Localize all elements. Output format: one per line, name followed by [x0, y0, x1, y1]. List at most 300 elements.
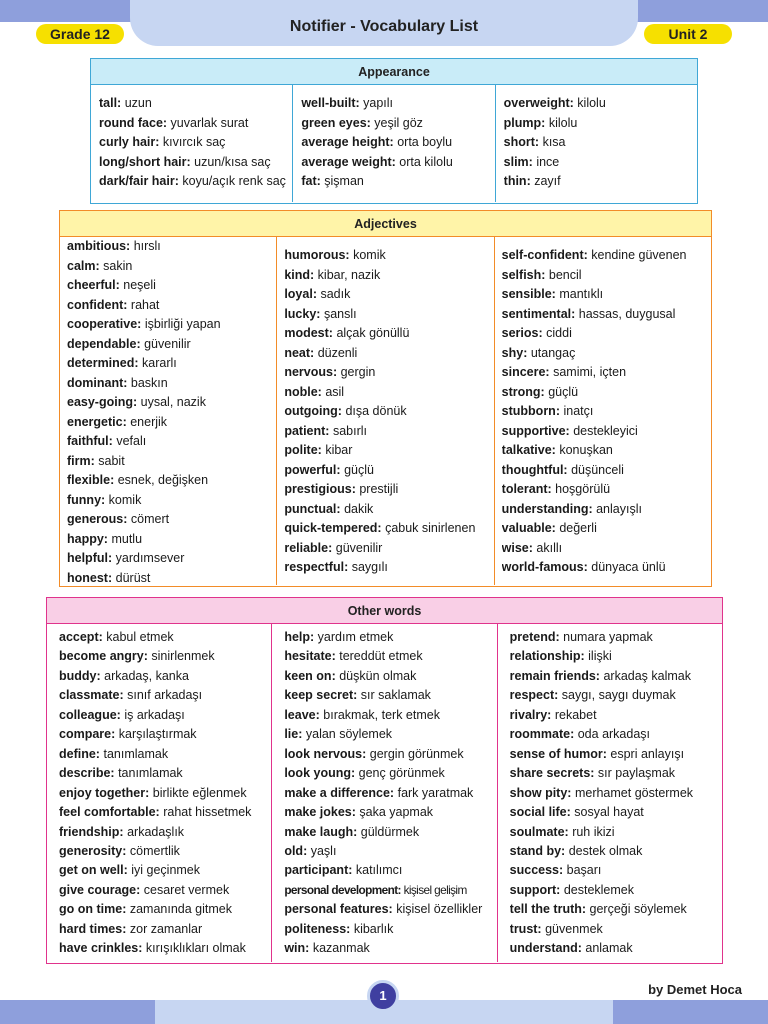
vocab-meaning: karşılaştırmak [118, 727, 197, 742]
vocab-term: shy: [501, 345, 528, 360]
vocab-meaning: kibarlık [353, 921, 394, 936]
vocab-entry [67, 374, 276, 394]
vocab-term: overweight: [503, 96, 574, 110]
vocab-term: prestigious: [284, 482, 356, 496]
vocab-entry [301, 114, 494, 134]
vocab-entry [59, 939, 271, 958]
vocab-meaning: çabuk sinirlenen [385, 521, 476, 535]
vocab-term: rivalry: [509, 707, 552, 722]
vocab-meaning: genç görünmek [358, 766, 445, 781]
vocab-meaning: tanımlamak [118, 766, 183, 781]
vocab-meaning: sabırlı [332, 423, 367, 438]
vocab-meaning: şanslı [323, 306, 357, 321]
vocab-entry [510, 823, 722, 842]
section-body [91, 85, 697, 202]
vocab-meaning: sadık [320, 287, 351, 301]
vocab-meaning: kısa [542, 135, 566, 150]
vocab-meaning: katılımcı [355, 863, 403, 878]
vocab-term: lie: [284, 727, 303, 742]
vocab-entry [502, 344, 711, 364]
section-title: Other words [47, 598, 722, 624]
vocab-entry [510, 939, 722, 958]
vocab-meaning: zamanında gitmek [129, 902, 232, 917]
vocab-entry [59, 842, 271, 861]
vocab-meaning: yardım etmek [317, 630, 394, 644]
vocab-term: help: [284, 630, 315, 644]
vocab-entry [59, 900, 271, 919]
vocab-term: well-built: [301, 96, 360, 110]
vocab-meaning: kibar, nazik [317, 267, 381, 282]
vocab-meaning: kendine güvenen [591, 248, 687, 262]
vocab-term: make a difference: [284, 785, 395, 800]
vocab-term: modest: [284, 326, 333, 340]
vocab-entry [59, 628, 271, 647]
vocab-meaning: tereddüt etmek [339, 649, 423, 664]
vocab-entry [284, 519, 493, 539]
vocab-meaning: iyi geçinmek [131, 863, 201, 878]
vocab-column [60, 237, 276, 585]
vocab-meaning: inatçı [563, 404, 594, 418]
vocab-column [91, 85, 292, 202]
vocab-term: soulmate: [509, 824, 569, 839]
vocab-meaning: sınıf arkadaşı [127, 688, 203, 703]
vocab-entry [504, 114, 697, 134]
vocab-meaning: zor zamanlar [129, 921, 203, 936]
vocab-meaning: güçlü [344, 462, 374, 477]
other-words-section [46, 597, 723, 964]
vocab-meaning: merhamet göstermek [574, 785, 694, 800]
vocab-entry [502, 383, 711, 403]
vocab-meaning: ciddi [546, 326, 572, 340]
vocab-entry [67, 257, 276, 277]
vocab-term: colleague: [59, 707, 121, 722]
vocab-meaning: hoşgörülü [555, 482, 611, 496]
vocab-entry [502, 500, 711, 520]
vocab-entry [67, 237, 276, 257]
vocab-entry [67, 413, 276, 433]
vocab-entry [284, 920, 496, 939]
vocab-term: easy-going: [67, 395, 138, 409]
vocab-term: stubborn: [501, 404, 560, 418]
vocab-entry [502, 519, 711, 539]
vocab-meaning: utangaç [530, 345, 576, 360]
vocab-meaning: kişisel özellikler [396, 902, 483, 917]
vocab-entry [67, 354, 276, 374]
vocab-meaning: enerjik [130, 414, 168, 429]
vocab-meaning: sır paylaşmak [597, 766, 676, 781]
vocab-meaning: kararlı [142, 356, 177, 370]
vocab-term: stand by: [509, 843, 566, 858]
vocab-term: sincere: [501, 365, 550, 379]
vocab-meaning: mutlu [111, 531, 143, 546]
vocab-term: valuable: [501, 521, 556, 535]
vocab-entry [59, 647, 271, 666]
vocab-entry [284, 324, 493, 344]
vocab-term: cooperative: [67, 317, 142, 331]
vocab-meaning: sabit [98, 453, 125, 468]
vocab-meaning: vefalı [116, 434, 147, 448]
vocab-term: noble: [284, 384, 322, 399]
vocab-column [271, 624, 496, 962]
vocab-term: dependable: [67, 336, 141, 351]
vocab-term: determined: [67, 356, 139, 370]
vocab-term: slim: [503, 154, 533, 169]
vocab-entry [504, 133, 697, 153]
vocab-term: friendship: [59, 824, 124, 839]
vocab-term: generosity: [59, 843, 127, 858]
vocab-term: helpful: [67, 551, 113, 565]
vocab-term: selfish: [501, 267, 546, 282]
vocab-entry [59, 803, 271, 822]
vocab-meaning: dakik [344, 501, 374, 516]
vocab-term: wise: [501, 540, 533, 555]
vocab-term: compare: [59, 727, 116, 742]
vocab-entry [59, 667, 271, 686]
vocab-column [495, 85, 697, 202]
vocab-entry [301, 153, 494, 173]
vocab-meaning: düzenli [317, 345, 358, 360]
vocab-entry [510, 784, 722, 803]
vocab-term: outgoing: [284, 404, 342, 418]
vocab-term: green eyes: [301, 115, 371, 130]
vocab-meaning: birlikte eğlenmek [152, 785, 247, 800]
vocab-entry [59, 686, 271, 705]
vocab-term: feel comfortable: [59, 805, 160, 820]
vocab-term: energetic: [67, 414, 127, 429]
vocab-entry [99, 172, 292, 192]
vocab-term: sense of humor: [509, 746, 607, 761]
vocab-term: show pity: [509, 785, 572, 800]
page-number-badge: 1 [367, 980, 399, 1012]
vocab-term: define: [59, 746, 100, 761]
vocab-meaning: güvenmek [545, 921, 603, 936]
vocab-meaning: prestijli [359, 482, 399, 496]
vocab-term: thin: [503, 174, 531, 189]
vocab-entry [510, 686, 722, 705]
vocab-entry [67, 491, 276, 511]
vocab-meaning: güvenilir [144, 336, 191, 351]
vocab-meaning: desteklemek [563, 882, 635, 897]
vocab-term: roommate: [509, 727, 575, 742]
vocab-entry [284, 725, 496, 744]
vocab-term: give courage: [59, 882, 141, 897]
vocab-entry [510, 706, 722, 725]
vocab-term: tell the truth: [509, 902, 587, 917]
vocab-entry [284, 823, 496, 842]
vocab-meaning: cömert [130, 512, 170, 526]
vocab-term: dominant: [67, 375, 128, 390]
vocab-entry [510, 764, 722, 783]
vocab-meaning: şaka yapmak [359, 805, 434, 820]
vocab-term: funny: [67, 492, 106, 507]
grade-badge: Grade 12 [36, 24, 124, 44]
vocab-entry [284, 803, 496, 822]
vocab-term: cheerful: [67, 278, 120, 292]
vocab-entry [284, 881, 496, 900]
vocab-entry [67, 335, 276, 355]
vocab-term: tolerant: [501, 482, 552, 496]
adjectives-section [59, 210, 712, 587]
vocab-term: firm: [67, 453, 95, 468]
vocab-term: look nervous: [284, 746, 367, 761]
vocab-term: tall: [99, 96, 122, 110]
vocab-entry [502, 246, 711, 266]
vocab-term: supportive: [501, 423, 570, 438]
vocab-entry [510, 745, 722, 764]
vocab-meaning: komik [353, 248, 386, 262]
vocab-entry [67, 315, 276, 335]
vocab-entry [59, 764, 271, 783]
vocab-term: support: [509, 882, 561, 897]
vocab-entry [284, 686, 496, 705]
vocab-entry [99, 94, 292, 114]
vocab-meaning: güçlü [548, 384, 579, 399]
vocab-entry [284, 745, 496, 764]
vocab-entry [510, 725, 722, 744]
vocab-meaning: anlamak [585, 941, 633, 956]
vocab-meaning: düşkün olmak [339, 668, 417, 683]
vocab-meaning: rekabet [554, 707, 597, 722]
vocab-meaning: dışa dönük [345, 404, 407, 418]
vocab-column [494, 237, 711, 585]
vocab-term: understand: [509, 941, 582, 956]
vocab-entry [284, 383, 493, 403]
vocab-entry [284, 344, 493, 364]
vocab-term: fat: [301, 174, 321, 189]
vocab-term: social life: [509, 805, 571, 820]
vocab-entry [284, 500, 493, 520]
page-title: Notifier - Vocabulary List [289, 18, 479, 35]
vocab-meaning: kişisel gelişim [403, 882, 467, 897]
vocab-entry [504, 94, 697, 114]
vocab-meaning: kıvırcık saç [162, 135, 226, 150]
vocab-meaning: başarı [566, 863, 602, 878]
vocab-entry [284, 402, 493, 422]
vocab-entry [510, 803, 722, 822]
vocab-entry [502, 402, 711, 422]
appearance-section [90, 58, 698, 204]
vocab-meaning: saygılı [351, 560, 388, 574]
vocab-entry [99, 114, 292, 134]
vocab-entry [510, 900, 722, 919]
vocab-meaning: kırışıklıkları olmak [145, 941, 246, 956]
vocab-meaning: kilolu [577, 96, 606, 110]
vocab-entry [284, 842, 496, 861]
vocab-term: respect: [509, 688, 559, 703]
vocab-column [47, 624, 271, 962]
vocab-term: polite: [284, 443, 322, 457]
vocab-meaning: cesaret vermek [143, 882, 230, 897]
vocab-entry [284, 363, 493, 383]
vocab-column [497, 624, 722, 962]
vocab-entry [59, 823, 271, 842]
vocab-meaning: akıllı [536, 540, 563, 555]
vocab-entry [284, 706, 496, 725]
vocab-entry [284, 441, 493, 461]
vocab-entry [284, 647, 496, 666]
author-byline: by Demet Hoca [648, 982, 742, 997]
vocab-entry [284, 422, 493, 442]
vocab-term: ambitious: [67, 239, 131, 253]
vocab-meaning: yapılı [363, 96, 394, 110]
vocab-meaning: destek olmak [568, 843, 643, 858]
section-body [47, 624, 722, 962]
vocab-entry [510, 667, 722, 686]
vocab-entry [502, 480, 711, 500]
vocab-meaning: kabul etmek [106, 630, 174, 644]
vocab-meaning: yeşil göz [374, 115, 423, 130]
vocab-meaning: rahat hissetmek [163, 805, 252, 820]
vocab-meaning: uzun [124, 96, 152, 110]
vocab-term: talkative: [501, 443, 556, 457]
vocab-entry [284, 861, 496, 880]
vocab-term: success: [509, 863, 564, 878]
vocab-meaning: oda arkadaşı [577, 727, 651, 742]
vocab-meaning: uysal, nazik [140, 395, 206, 409]
vocab-column [276, 237, 493, 585]
vocab-entry [504, 153, 697, 173]
vocab-meaning: uzun/kısa saç [194, 154, 271, 169]
vocab-meaning: güldürmek [360, 824, 420, 839]
vocab-meaning: sosyal hayat [574, 805, 644, 820]
vocab-term: world-famous: [501, 560, 588, 574]
vocab-term: curly hair: [99, 135, 160, 150]
vocab-entry [67, 452, 276, 472]
vocab-meaning: sinirlenmek [151, 649, 215, 664]
vocab-term: lucky: [284, 306, 321, 321]
vocab-meaning: ince [536, 154, 560, 169]
vocab-term: personal features: [284, 902, 393, 917]
vocab-entry [99, 153, 292, 173]
vocab-meaning: destekleyici [573, 423, 638, 438]
section-title: Appearance [91, 59, 697, 85]
vocab-entry [67, 432, 276, 452]
vocab-column [292, 85, 494, 202]
vocab-entry [504, 172, 697, 192]
vocab-term: powerful: [284, 462, 341, 477]
vocab-term: loyal: [284, 287, 317, 301]
vocab-meaning: samimi, içten [553, 365, 627, 379]
vocab-meaning: saygı, saygı duymak [561, 688, 676, 703]
vocab-term: get on well: [59, 863, 128, 878]
vocab-term: sensible: [501, 287, 556, 301]
vocab-meaning: orta kilolu [399, 154, 453, 169]
vocab-meaning: yardımsever [115, 551, 185, 565]
vocab-term: kind: [284, 267, 315, 282]
vocab-term: nervous: [284, 365, 338, 379]
vocab-term: trust: [509, 921, 542, 936]
vocab-term: pretend: [509, 630, 560, 644]
vocab-term: flexible: [67, 473, 115, 487]
vocab-meaning: sakin [103, 258, 133, 273]
vocab-meaning: sır saklamak [360, 688, 431, 703]
vocab-meaning: yalan söylemek [305, 727, 393, 742]
vocab-meaning: arkadaş, kanka [104, 668, 189, 683]
vocab-entry [502, 285, 711, 305]
vocab-meaning: yaşlı [310, 843, 337, 858]
vocab-meaning: dürüst [115, 570, 151, 585]
vocab-term: keen on: [284, 668, 336, 683]
vocab-meaning: tanımlamak [103, 746, 169, 761]
vocab-entry [59, 706, 271, 725]
vocab-term: leave: [284, 707, 320, 722]
vocab-entry [301, 94, 494, 114]
vocab-entry [59, 920, 271, 939]
vocab-entry [67, 393, 276, 413]
vocab-entry [284, 939, 496, 958]
vocab-entry [59, 784, 271, 803]
vocab-term: plump: [503, 115, 546, 130]
vocab-term: classmate: [59, 688, 124, 703]
vocab-meaning: alçak gönüllü [336, 326, 410, 340]
footer-bar-right [613, 1000, 768, 1024]
vocab-meaning: rahat [130, 297, 160, 312]
vocab-term: respectful: [284, 560, 349, 574]
vocab-entry [284, 900, 496, 919]
vocab-meaning: ilişki [588, 649, 612, 664]
vocab-entry [67, 471, 276, 491]
vocab-meaning: baskın [130, 375, 168, 390]
vocab-meaning: kazanmak [312, 941, 370, 956]
vocab-meaning: neşeli [123, 278, 156, 292]
vocab-meaning: arkadaşlık [127, 824, 185, 839]
vocab-entry [502, 305, 711, 325]
vocab-meaning: numara yapmak [563, 630, 653, 644]
vocab-entry [301, 133, 494, 153]
vocab-meaning: anlayışlı [596, 501, 642, 516]
vocab-meaning: espri anlayışı [610, 746, 685, 761]
vocab-meaning: konuşkan [559, 443, 613, 457]
vocab-term: thoughtful: [501, 462, 568, 477]
header-bar-right [634, 0, 768, 22]
vocab-entry [510, 842, 722, 861]
vocab-entry [67, 569, 276, 589]
vocab-term: go on time: [59, 902, 127, 917]
vocab-entry [67, 296, 276, 316]
vocab-meaning: hassas, duygusal [578, 306, 676, 321]
vocab-entry [301, 172, 494, 192]
vocab-term: buddy: [59, 668, 101, 683]
vocab-meaning: gergin [340, 365, 376, 379]
vocab-term: patient: [284, 423, 330, 438]
vocab-entry [67, 549, 276, 569]
vocab-entry [284, 628, 496, 647]
vocab-term: share secrets: [509, 766, 595, 781]
vocab-entry [284, 480, 493, 500]
vocab-meaning: hırslı [133, 239, 161, 253]
vocab-meaning: esnek, değişken [117, 473, 209, 487]
vocab-term: short: [503, 135, 540, 150]
vocab-term: make jokes: [284, 805, 356, 820]
vocab-meaning: gerçeği söylemek [589, 902, 687, 917]
vocab-term: reliable: [284, 540, 333, 555]
vocab-entry [502, 422, 711, 442]
vocab-term: confident: [67, 297, 128, 312]
vocab-entry [502, 363, 711, 383]
vocab-term: punctual: [284, 501, 341, 516]
vocab-meaning: asil [325, 384, 345, 399]
vocab-term: faithful: [67, 434, 113, 448]
vocab-term: calm: [67, 258, 100, 273]
vocab-entry [59, 745, 271, 764]
vocab-term: average height: [301, 135, 394, 150]
vocab-meaning: arkadaş kalmak [603, 668, 691, 683]
vocab-entry [284, 305, 493, 325]
vocab-entry [284, 558, 493, 578]
vocab-meaning: dünyaca ünlü [591, 560, 666, 574]
section-body [60, 237, 711, 585]
vocab-term: round face: [99, 115, 168, 130]
